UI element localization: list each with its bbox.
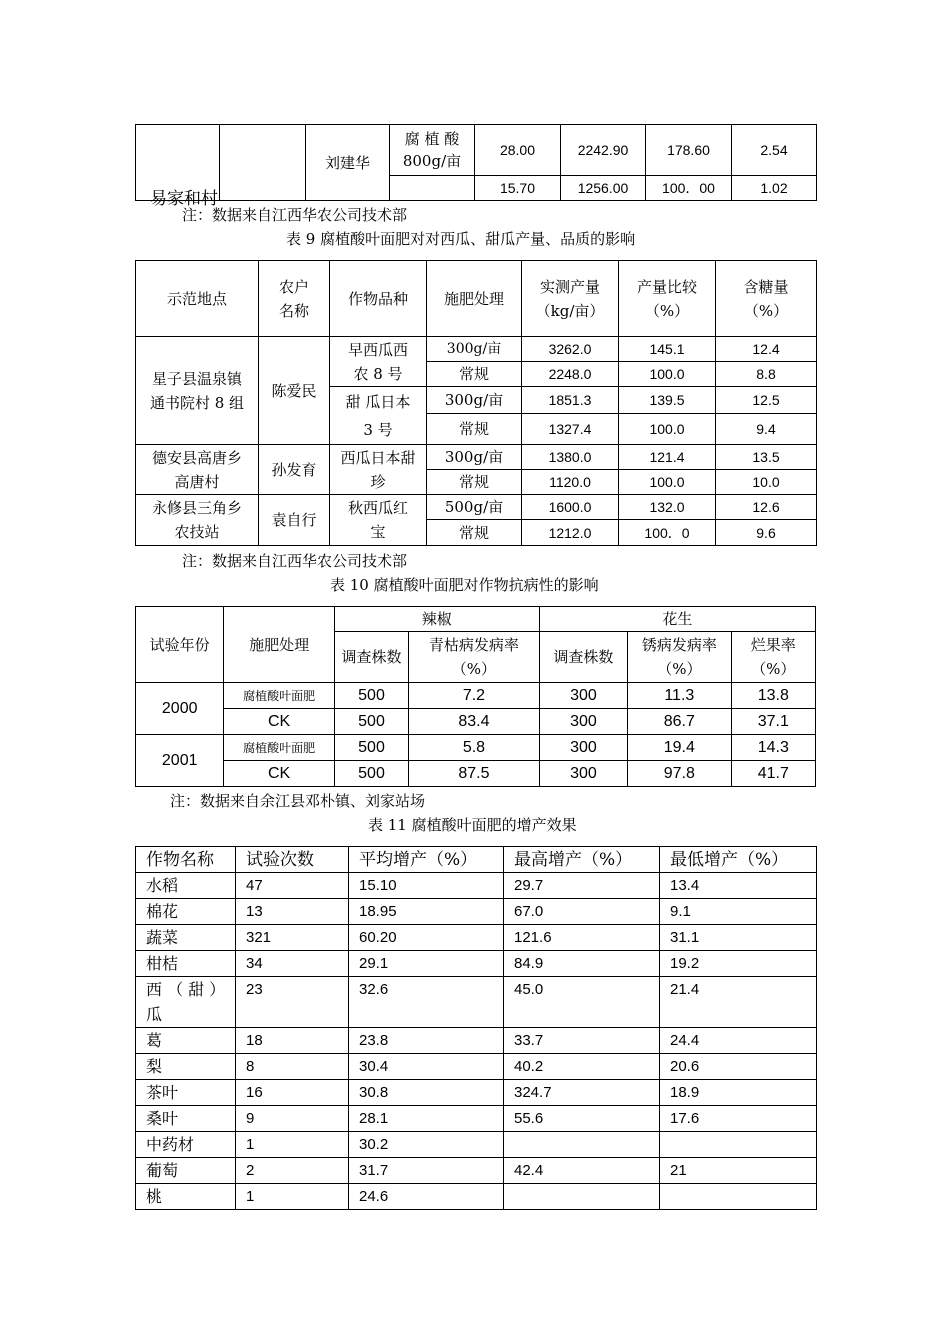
table-row xyxy=(136,1106,817,1132)
site-cell: 星子县温泉镇通书院村 8 组 xyxy=(136,337,259,445)
treatment-cell: 腐 植 酸 800g/亩 xyxy=(390,125,475,176)
treatment-cell: 腐植酸叶面肥 xyxy=(224,683,334,709)
count-cell: 321 xyxy=(236,925,349,951)
crop-cell: 桃 xyxy=(136,1184,236,1210)
sugar-cell: 13.5 xyxy=(716,445,817,470)
yield-cell: 1327.4 xyxy=(522,414,619,445)
table9-note: 注：数据来自江西华农公司技术部 xyxy=(182,552,408,570)
table-row xyxy=(136,709,816,735)
crop-cell: 早西瓜西农 8 号 xyxy=(330,337,427,387)
min-cell: 21.4 xyxy=(660,977,817,1028)
value-cell: 2242.90 xyxy=(561,125,646,176)
table-row xyxy=(136,899,817,925)
table11-caption: 表 11 腐植酸叶面肥的增产效果 xyxy=(368,816,577,834)
count-cell: 1 xyxy=(236,1132,349,1158)
table-row xyxy=(136,1028,817,1054)
header-cell: 实测产量（kg/亩） xyxy=(522,261,619,337)
count-cell: 18 xyxy=(236,1028,349,1054)
table-row xyxy=(136,761,816,787)
compare-cell: 100．0 xyxy=(619,520,716,546)
header-cell: 施肥处理 xyxy=(224,607,334,683)
crop-cell: 水稻 xyxy=(136,873,236,899)
crop-cell: 桑叶 xyxy=(136,1106,236,1132)
yield-cell: 1212.0 xyxy=(522,520,619,546)
min-cell: 31.1 xyxy=(660,925,817,951)
avg-cell: 15.10 xyxy=(349,873,504,899)
max-cell: 324.7 xyxy=(504,1080,660,1106)
year-cell: 2001 xyxy=(136,735,224,787)
max-cell: 33.7 xyxy=(504,1028,660,1054)
header-cell: 最高增产（%） xyxy=(504,847,660,873)
value-cell: 2.54 xyxy=(732,125,817,176)
farmer-cell: 刘建华 xyxy=(306,125,390,201)
crop-cell: 葛 xyxy=(136,1028,236,1054)
compare-cell: 100.0 xyxy=(619,414,716,445)
yield-cell: 3262.0 xyxy=(522,337,619,362)
rate-cell: 83.4 xyxy=(409,709,540,735)
max-cell: 121.6 xyxy=(504,925,660,951)
value-cell: 178.60 xyxy=(646,125,732,176)
avg-cell: 31.7 xyxy=(349,1158,504,1184)
value-cell: 28.00 xyxy=(475,125,561,176)
table-continued xyxy=(135,124,817,209)
rate-cell: 37.1 xyxy=(731,709,815,735)
header-cell: 产量比较（%） xyxy=(619,261,716,337)
compare-cell: 100.0 xyxy=(619,470,716,495)
farmer-cell: 孙发育 xyxy=(259,445,330,495)
site-cell: 永修县三角乡农技站 xyxy=(136,495,259,546)
yield-cell: 2248.0 xyxy=(522,362,619,387)
max-cell: 42.4 xyxy=(504,1158,660,1184)
header-cell: 农户名称 xyxy=(259,261,330,337)
rate-cell: 11.3 xyxy=(628,683,731,709)
table-row xyxy=(136,495,817,520)
treatment-cell: CK xyxy=(224,761,334,787)
count-cell: 500 xyxy=(334,683,408,709)
min-cell: 24.4 xyxy=(660,1028,817,1054)
treatment-cell: 腐植酸叶面肥 xyxy=(224,735,334,761)
rate-cell: 13.8 xyxy=(731,683,815,709)
sugar-cell: 9.6 xyxy=(716,520,817,546)
header-cell: 辣椒 xyxy=(334,607,539,632)
compare-cell: 121.4 xyxy=(619,445,716,470)
table11 xyxy=(135,846,817,1210)
crop-cell: 西瓜日本甜珍 xyxy=(330,445,427,495)
crop-cell: 棉花 xyxy=(136,899,236,925)
table-header-row xyxy=(136,847,817,873)
sugar-cell: 9.4 xyxy=(716,414,817,445)
min-cell: 19.2 xyxy=(660,951,817,977)
table0-note: 注：数据来自江西华农公司技术部 xyxy=(182,206,408,224)
crop-cell: 葡萄 xyxy=(136,1158,236,1184)
treatment-cell: 500g/亩 xyxy=(427,495,522,520)
table-row xyxy=(136,337,817,362)
crop-cell: 中药材 xyxy=(136,1132,236,1158)
max-cell xyxy=(504,1184,660,1210)
table-row xyxy=(136,735,816,761)
header-cell: 试验年份 xyxy=(136,607,224,683)
max-cell: 55.6 xyxy=(504,1106,660,1132)
rate-cell: 86.7 xyxy=(628,709,731,735)
treatment-cell: 常规 xyxy=(427,520,522,546)
crop-cell: 梨 xyxy=(136,1054,236,1080)
treatment-cell: 300g/亩 xyxy=(427,387,522,414)
count-cell: 8 xyxy=(236,1054,349,1080)
village-cell: 易家和村 xyxy=(136,125,220,201)
compare-cell: 145.1 xyxy=(619,337,716,362)
min-cell xyxy=(660,1184,817,1210)
avg-cell: 23.8 xyxy=(349,1028,504,1054)
compare-cell: 100.0 xyxy=(619,362,716,387)
yield-cell: 1851.3 xyxy=(522,387,619,414)
count-cell: 300 xyxy=(539,761,627,787)
sugar-cell: 8.8 xyxy=(716,362,817,387)
sugar-cell: 12.5 xyxy=(716,387,817,414)
header-cell: 青枯病发病率（%） xyxy=(409,632,540,683)
count-cell: 47 xyxy=(236,873,349,899)
table10-caption: 表 10 腐植酸叶面肥对作物抗病性的影响 xyxy=(330,576,599,594)
table-row xyxy=(136,977,817,1028)
count-cell: 300 xyxy=(539,735,627,761)
treatment-cell: 常规 xyxy=(427,414,522,445)
header-cell: 试验次数 xyxy=(236,847,349,873)
min-cell: 18.9 xyxy=(660,1080,817,1106)
header-cell: 锈病发病率（%） xyxy=(628,632,731,683)
min-cell: 20.6 xyxy=(660,1054,817,1080)
treatment-cell xyxy=(390,176,475,201)
yield-cell: 1380.0 xyxy=(522,445,619,470)
sugar-cell: 12.6 xyxy=(716,495,817,520)
yield-cell: 1120.0 xyxy=(522,470,619,495)
treatment-cell: 常规 xyxy=(427,470,522,495)
count-cell: 13 xyxy=(236,899,349,925)
max-cell: 67.0 xyxy=(504,899,660,925)
count-cell: 23 xyxy=(236,977,349,1028)
avg-cell: 30.2 xyxy=(349,1132,504,1158)
rate-cell: 14.3 xyxy=(731,735,815,761)
rate-cell: 41.7 xyxy=(731,761,815,787)
table-header-row xyxy=(136,261,817,337)
rate-cell: 7.2 xyxy=(409,683,540,709)
site-cell: 德安县高唐乡高唐村 xyxy=(136,445,259,495)
sugar-cell: 10.0 xyxy=(716,470,817,495)
year-cell: 2000 xyxy=(136,683,224,735)
avg-cell: 30.4 xyxy=(349,1054,504,1080)
empty-cell xyxy=(220,125,306,201)
value-cell: 1.02 xyxy=(732,176,817,201)
table9-caption: 表 9 腐植酸叶面肥对对西瓜、甜瓜产量、品质的影响 xyxy=(286,230,636,248)
table-header-row xyxy=(136,607,816,632)
farmer-cell: 袁自行 xyxy=(259,495,330,546)
value-cell: 1256.00 xyxy=(561,176,646,201)
min-cell xyxy=(660,1132,817,1158)
table-row xyxy=(136,683,816,709)
max-cell xyxy=(504,1132,660,1158)
table-row xyxy=(136,1132,817,1158)
header-cell: 施肥处理 xyxy=(427,261,522,337)
rate-cell: 97.8 xyxy=(628,761,731,787)
crop-cell: 柑桔 xyxy=(136,951,236,977)
count-cell: 9 xyxy=(236,1106,349,1132)
max-cell: 29.7 xyxy=(504,873,660,899)
count-cell: 300 xyxy=(539,709,627,735)
table9 xyxy=(135,260,817,546)
count-cell: 300 xyxy=(539,683,627,709)
min-cell: 13.4 xyxy=(660,873,817,899)
header-cell: 最低增产（%） xyxy=(660,847,817,873)
table10-note: 注：数据来自余江县邓朴镇、刘家站场 xyxy=(170,792,426,810)
count-cell: 2 xyxy=(236,1158,349,1184)
max-cell: 84.9 xyxy=(504,951,660,977)
header-cell: 作物名称 xyxy=(136,847,236,873)
value-cell: 15.70 xyxy=(475,176,561,201)
min-cell: 21 xyxy=(660,1158,817,1184)
rate-cell: 87.5 xyxy=(409,761,540,787)
header-cell: 调查株数 xyxy=(539,632,627,683)
avg-cell: 29.1 xyxy=(349,951,504,977)
table10 xyxy=(135,606,816,787)
value-cell: 100．00 xyxy=(646,176,732,201)
count-cell: 500 xyxy=(334,735,408,761)
crop-cell: 秋西瓜红宝 xyxy=(330,495,427,546)
avg-cell: 30.8 xyxy=(349,1080,504,1106)
count-cell: 500 xyxy=(334,761,408,787)
header-cell: 调查株数 xyxy=(334,632,408,683)
header-cell: 花生 xyxy=(539,607,815,632)
avg-cell: 24.6 xyxy=(349,1184,504,1210)
yield-cell: 1600.0 xyxy=(522,495,619,520)
avg-cell: 32.6 xyxy=(349,977,504,1028)
header-cell: 示范地点 xyxy=(136,261,259,337)
table-row xyxy=(136,925,817,951)
treatment-cell: 300g/亩 xyxy=(427,445,522,470)
table-row xyxy=(136,951,817,977)
table-row xyxy=(136,1184,817,1210)
min-cell: 17.6 xyxy=(660,1106,817,1132)
count-cell: 16 xyxy=(236,1080,349,1106)
min-cell: 9.1 xyxy=(660,899,817,925)
sugar-cell: 12.4 xyxy=(716,337,817,362)
crop-cell: 茶叶 xyxy=(136,1080,236,1106)
header-cell: 含糖量（%） xyxy=(716,261,817,337)
count-cell: 500 xyxy=(334,709,408,735)
compare-cell: 139.5 xyxy=(619,387,716,414)
header-cell: 作物品种 xyxy=(330,261,427,337)
table-row xyxy=(136,1158,817,1184)
header-cell: 烂果率（%） xyxy=(731,632,815,683)
header-cell: 平均增产（%） xyxy=(349,847,504,873)
farmer-cell: 陈爱民 xyxy=(259,337,330,445)
crop-cell: 蔬菜 xyxy=(136,925,236,951)
rate-cell: 19.4 xyxy=(628,735,731,761)
table-row xyxy=(136,1054,817,1080)
crop-cell: 西 （ 甜 ） 瓜 xyxy=(136,977,236,1028)
crop-cell: 甜 瓜日本 3 号 xyxy=(330,387,427,445)
count-cell: 34 xyxy=(236,951,349,977)
max-cell: 45.0 xyxy=(504,977,660,1028)
treatment-cell: CK xyxy=(224,709,334,735)
avg-cell: 18.95 xyxy=(349,899,504,925)
avg-cell: 28.1 xyxy=(349,1106,504,1132)
table-row xyxy=(136,445,817,470)
compare-cell: 132.0 xyxy=(619,495,716,520)
table-row xyxy=(136,1080,817,1106)
rate-cell: 5.8 xyxy=(409,735,540,761)
treatment-cell: 300g/亩 xyxy=(427,337,522,362)
max-cell: 40.2 xyxy=(504,1054,660,1080)
count-cell: 1 xyxy=(236,1184,349,1210)
table-row xyxy=(136,873,817,899)
treatment-cell: 常规 xyxy=(427,362,522,387)
avg-cell: 60.20 xyxy=(349,925,504,951)
